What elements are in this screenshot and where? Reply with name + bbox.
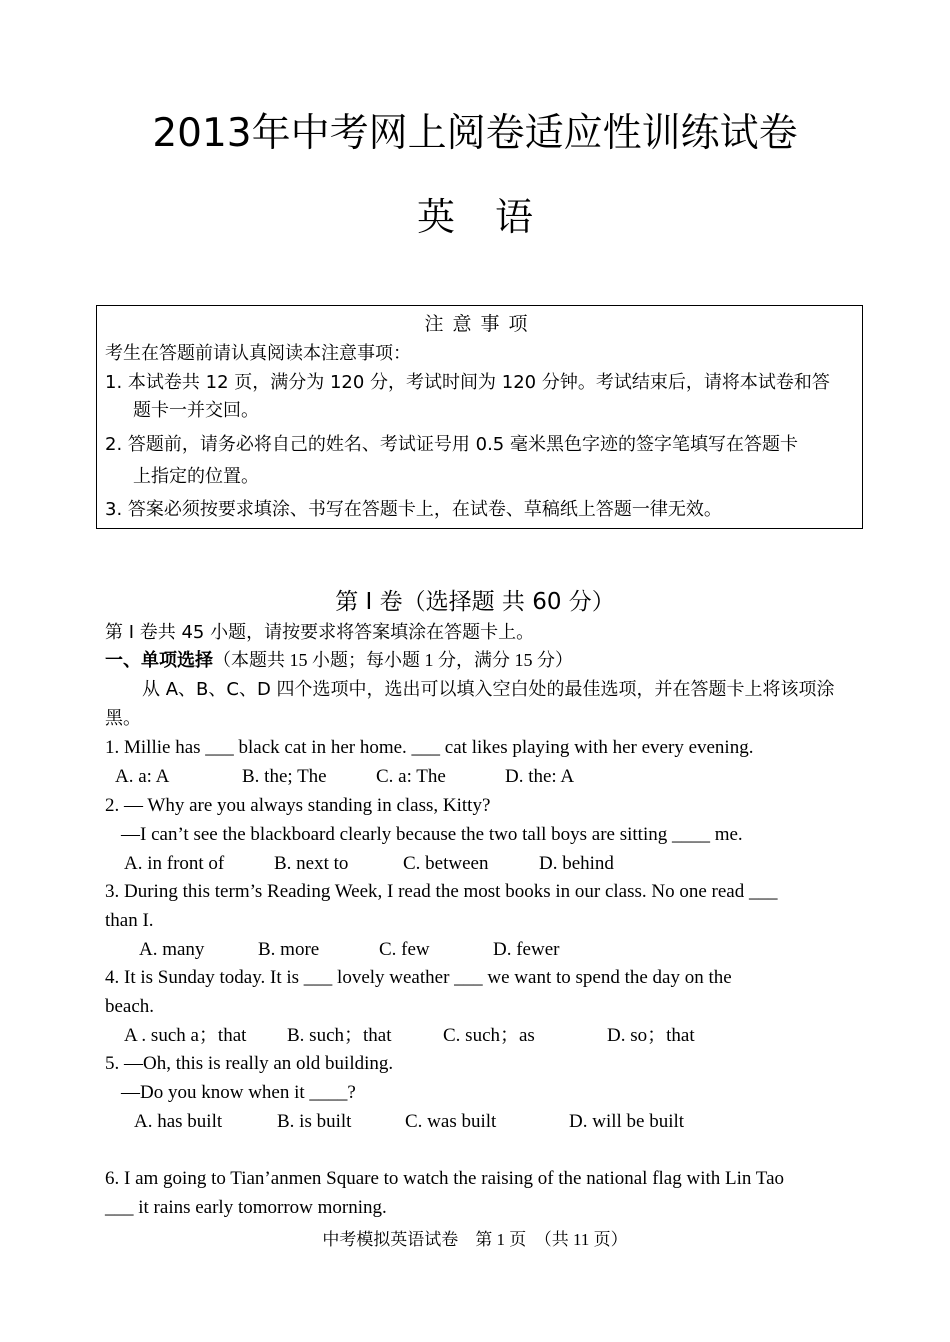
question-1-stem: 1. Millie has ___ black cat in her home. ___ cat likes playing with her every evening. (105, 737, 754, 758)
question-2-stem: 2. — Why are you always standing in class, Kitty? (105, 795, 491, 816)
notice-title: 注意事项 (424, 313, 537, 335)
question-4-option-c: C. such；as (443, 1025, 535, 1046)
question-1-option-c: C. a: The (376, 766, 446, 787)
question-6-stem: 6. I am going to Tian’anmen Square to watch the raising of the national flag with Lin Tao (105, 1168, 785, 1189)
part-heading-label: 一、单项选择 (105, 650, 213, 671)
question-5-option-d: D. will be built (569, 1111, 685, 1132)
subject-title: 英语 (416, 195, 573, 239)
directions-line-2: 黑。 (105, 708, 141, 729)
notice-item-3: 3. 答案必须按要求填涂、书写在答题卡上，在试卷、草稿纸上答题一律无效。 (105, 499, 722, 520)
question-1-option-d: D. the: A (505, 766, 575, 787)
question-2-option-d: D. behind (539, 853, 614, 874)
question-3-option-c: C. few (379, 939, 430, 960)
question-5-option-b: B. is built (277, 1111, 352, 1132)
question-4-stem-line-2: beach. (105, 996, 155, 1017)
directions-line-1: 从 A、B、C、D 四个选项中，选出可以填入空白处的最佳选项，并在答题卡上将该项涂 (142, 679, 835, 700)
page-footer: 中考模拟英语试卷 第 1 页 （共 11 页） (322, 1230, 628, 1249)
notice-item-2: 2. 答题前，请务必将自己的姓名、考试证号用 0.5 毫米黑色字迹的签字笔填写在答题卡 (105, 434, 798, 455)
notice-item-1-cont: 题卡一并交回。 (133, 400, 259, 421)
part-heading (105, 647, 573, 674)
question-1-option-b: B. the; The (242, 766, 327, 787)
question-3-option-b: B. more (258, 939, 320, 960)
question-3-option-a: A. many (139, 939, 205, 960)
question-4-option-b: B. such；that (287, 1025, 392, 1046)
section-instruction: 第 I 卷共 45 小题，请按要求将答案填涂在答题卡上。 (105, 622, 535, 643)
question-2-option-b: B. next to (274, 853, 349, 874)
question-5-stem-line-2: —Do you know when it ____? (121, 1082, 356, 1103)
question-4-option-d: D. so；that (607, 1025, 695, 1046)
exam-title: 2013年中考网上阅卷适应性训练试卷 (152, 111, 798, 156)
notice-item-1: 1. 本试卷共 12 页，满分为 120 分，考试时间为 120 分钟。考试结束后，请将本试卷和答 (105, 372, 830, 393)
notice-box (96, 305, 863, 529)
part-heading-detail: （本题共 15 小题；每小题 1 分，满分 15 分） (213, 650, 573, 670)
question-3-stem: 3. During this term’s Reading Week, I read the most books in our class. No one read ___ (105, 881, 778, 902)
notice-intro: 考生在答题前请认真阅读本注意事项： (105, 343, 411, 364)
question-4-stem: 4. It is Sunday today. It is ___ lovely weather ___ we want to spend the day on the (105, 967, 732, 988)
question-3-stem-line-2: than I. (105, 910, 154, 931)
question-3-option-d: D. fewer (493, 939, 560, 960)
question-4-option-a: A . such a；that (124, 1025, 247, 1046)
notice-item-2-cont: 上指定的位置。 (133, 466, 259, 487)
question-2-option-a: A. in front of (124, 853, 225, 874)
question-5-stem: 5. —Oh, this is really an old building. (105, 1053, 394, 1074)
question-2-option-c: C. between (403, 853, 489, 874)
question-2-stem-line-2: —I can’t see the blackboard clearly because the two tall boys are sitting ____ me. (121, 824, 743, 845)
question-5-option-a: A. has built (134, 1111, 223, 1132)
question-6-stem-line-2: ___ it rains early tomorrow morning. (105, 1197, 387, 1218)
question-1-option-a: A. a: A (115, 766, 170, 787)
section-title: 第 I 卷（选择题 共 60 分） (335, 589, 615, 615)
question-5-option-c: C. was built (405, 1111, 497, 1132)
